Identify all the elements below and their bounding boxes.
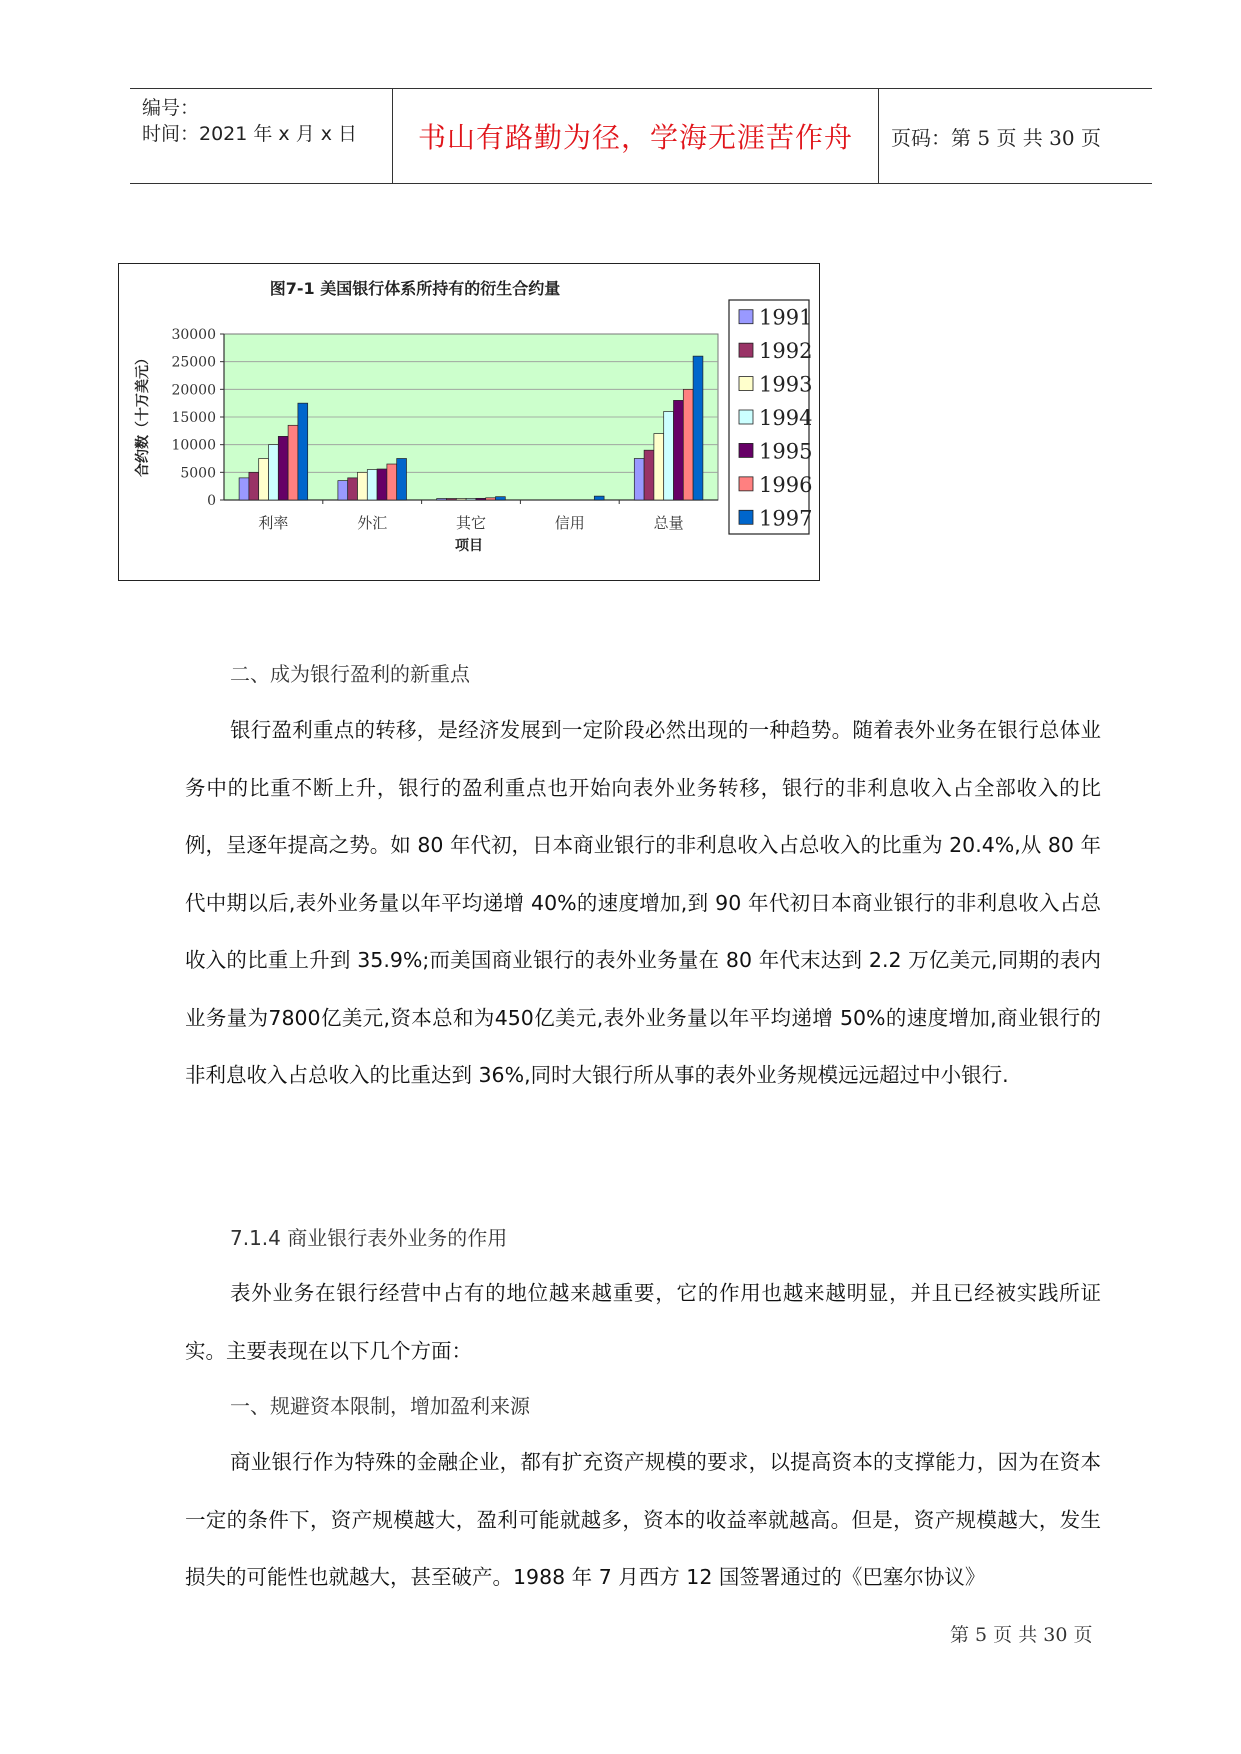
chart-svg (119, 264, 819, 580)
bar-1994-4 (664, 411, 674, 500)
legend-swatch-1994 (739, 410, 753, 424)
x-tick-label: 外汇 (357, 514, 388, 532)
chart-title: 图7-1 美国银行体系所持有的衍生合约量 (269, 279, 561, 298)
paragraph-capital-limits: 商业银行作为特殊的金融企业，都有扩充资产规模的要求，以提高资本的支撑能力，因为在资本一定的条件下，资产规模越大，盈利可能就越多，资本的收益率就越高。但是，资产规模越大，发生损失的可能性也就越大，甚至破产。1988 年 7 月西方 12 国签署通过的《巴塞尔协议》 (185, 1450, 1101, 1589)
header-motto-cell (392, 89, 879, 183)
bar-1995-1 (377, 469, 387, 500)
bar-1993-2 (456, 499, 466, 501)
y-tick-label: 20000 (171, 382, 216, 399)
bar-1991-4 (634, 459, 644, 501)
bar-1992-1 (348, 478, 358, 500)
bar-1997-2 (496, 497, 506, 500)
chart-y-axis-label: 合约数（十万美元） (135, 351, 151, 477)
page-header (130, 88, 1152, 184)
bar-1991-1 (338, 481, 348, 500)
y-tick-label: 5000 (180, 465, 216, 482)
bar-1993-0 (259, 459, 269, 501)
bar-1991-0 (239, 478, 249, 500)
bar-1993-4 (654, 434, 664, 500)
header-page-cell (879, 89, 1152, 183)
legend-label-1993: 1993 (759, 372, 813, 397)
x-tick-label: 其它 (455, 514, 487, 532)
legend-label-1991: 1991 (759, 305, 813, 330)
header-left-cell (130, 89, 392, 183)
header-motto: 书山有路勤为径，学海无涯苦作舟 (417, 121, 853, 154)
y-tick-label: 15000 (171, 410, 216, 426)
derivatives-chart (118, 263, 820, 581)
legend-label-1994: 1994 (759, 406, 813, 430)
bar-1997-1 (397, 459, 407, 501)
header-page-number: 页码：第 5 页 共 30 页 (891, 125, 1101, 150)
paragraph-role-intro: 表外业务在银行经营中占有的地位越来越重要，它的作用也越来越明显，并且已经被实践所证实。主要表现在以下几个方面： (185, 1281, 1101, 1363)
bar-1991-2 (437, 499, 447, 501)
document-time-label: 时间：2021 年 x 月 x 日 (142, 123, 358, 145)
bar-1997-0 (298, 403, 308, 500)
bar-1995-0 (278, 436, 288, 500)
chart-x-axis-label: 项目 (455, 538, 483, 554)
chart-legend (729, 300, 812, 534)
bar-1992-4 (644, 450, 654, 500)
legend-label-1996: 1996 (759, 472, 813, 497)
legend-label-1992: 1992 (759, 339, 813, 364)
legend-label-1997: 1997 (759, 506, 813, 531)
section-heading-profit: 二、成为银行盈利的新重点 (230, 662, 470, 686)
legend-label-1995: 1995 (759, 439, 813, 464)
bar-1996-4 (683, 389, 693, 500)
document-number-label: 编号： (142, 97, 200, 119)
bar-1994-0 (269, 445, 279, 500)
y-tick-label: 10000 (171, 437, 216, 454)
bar-1995-2 (476, 498, 486, 500)
y-tick-label: 25000 (171, 354, 216, 371)
section-heading-role: 7.1.4 商业银行表外业务的作用 (230, 1226, 508, 1250)
y-tick-label: 30000 (171, 327, 216, 343)
plot-area (171, 327, 718, 532)
bar-1992-0 (249, 472, 259, 500)
x-tick-label: 利率 (258, 514, 289, 532)
legend-swatch-1991 (739, 310, 753, 324)
bar-1996-0 (288, 425, 298, 500)
bar-1993-1 (358, 472, 368, 500)
bar-1994-2 (466, 499, 476, 501)
legend-swatch-1995 (739, 443, 753, 457)
bar-1997-3 (594, 496, 604, 500)
legend-swatch-1997 (739, 510, 753, 524)
legend-swatch-1992 (739, 343, 753, 357)
paragraph-profit-shift: 银行盈利重点的转移，是经济发展到一定阶段必然出现的一种趋势。随着表外业务在银行总体业务中的比重不断上升，银行的盈利重点也开始向表外业务转移，银行的非利息收入占全部收入的比例，呈逐年提高之势。如 80 年代初，日本商业银行的非利息收入占总收入的比重为 20.4%,从 80 年代中期以后,表外业务量以年平均递增 40%的速度增加,到 90 年代初日本商业银行的非利息收入占总收入的比重上升到 35.9%;而美国商业银行的表外业务量在 80 年代末达到 2.2 万亿美元,同期的表内业务量为7800亿美元,资本总和为450亿美元,表外业务量以年平均递增 50%的速度增加,商业银行的非利息收入占总收入的比重达到 36%,同时大银行所从事的表外业务规模远远超过中小银行. (185, 718, 1101, 1087)
bar-1997-4 (693, 356, 703, 500)
section-heading-capital: 一、规避资本限制，增加盈利来源 (230, 1394, 530, 1418)
x-tick-label: 总量 (653, 514, 684, 532)
legend-swatch-1993 (739, 377, 753, 391)
y-tick-label: 0 (207, 493, 216, 509)
bar-1996-1 (387, 464, 397, 500)
page-footer: 第 5 页 共 30 页 (950, 1624, 1093, 1646)
bar-1995-4 (674, 400, 684, 500)
x-tick-label: 信用 (554, 514, 585, 532)
bar-1994-1 (367, 470, 377, 500)
bar-1992-2 (447, 499, 457, 501)
legend-swatch-1996 (739, 477, 753, 491)
bar-1996-2 (486, 498, 496, 500)
